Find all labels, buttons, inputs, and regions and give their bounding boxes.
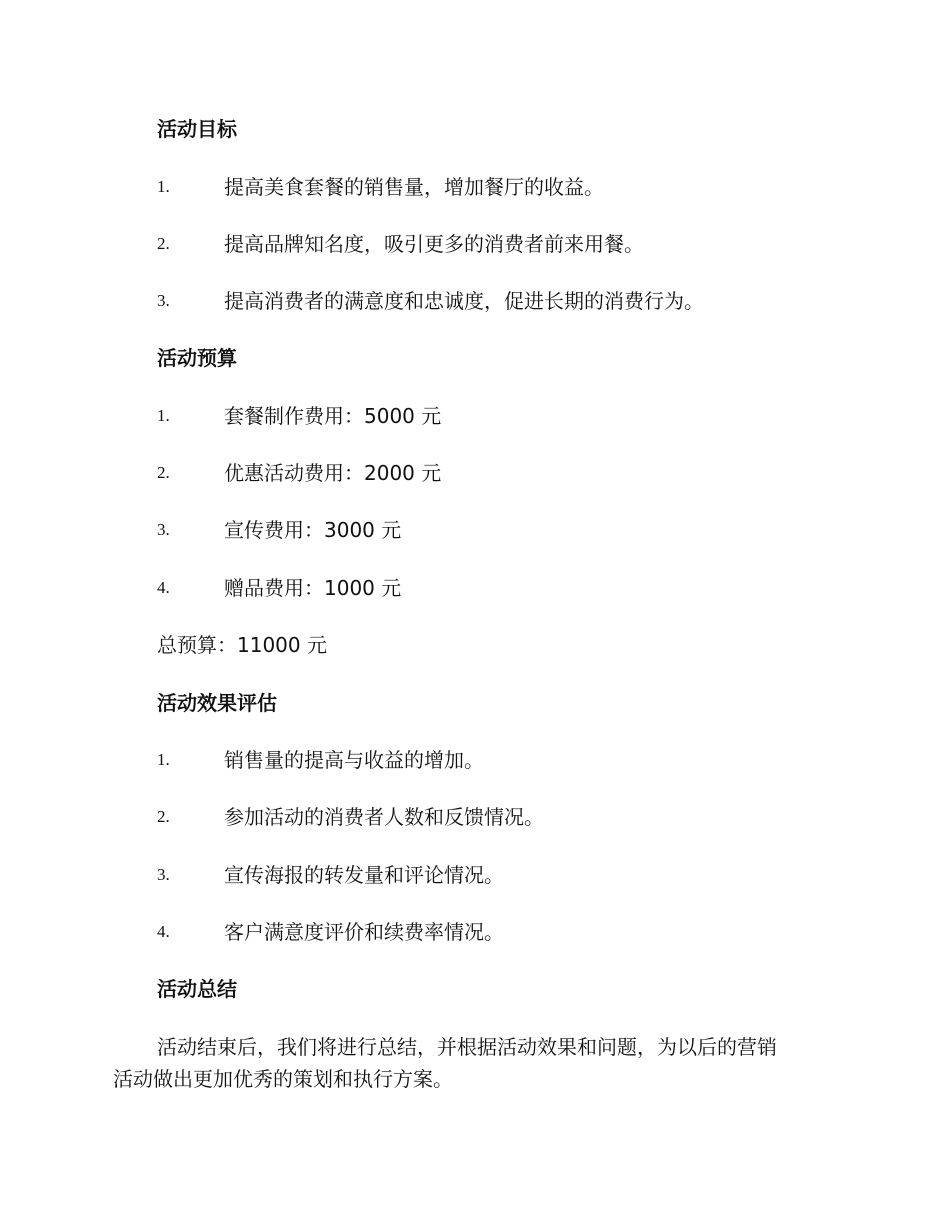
list-number: 1. xyxy=(157,750,170,769)
list-number: 3. xyxy=(157,865,170,884)
summary-paragraph xyxy=(113,1033,843,1093)
list-text: 销售量的提高与收益的增加。 xyxy=(224,748,484,772)
evaluation-heading: 活动效果评估 xyxy=(157,691,277,715)
list-text: 赠品费用：1000 元 xyxy=(224,576,402,600)
summary-heading: 活动总结 xyxy=(157,977,237,1001)
list-number: 1. xyxy=(157,406,170,425)
list-text: 宣传费用：3000 元 xyxy=(224,518,402,542)
list-number: 1. xyxy=(157,177,170,196)
list-number: 2. xyxy=(157,463,170,482)
list-text: 优惠活动费用：2000 元 xyxy=(224,461,442,485)
list-number: 4. xyxy=(157,578,170,597)
list-text: 提高美食套餐的销售量，增加餐厅的收益。 xyxy=(224,175,604,199)
list-number: 2. xyxy=(157,234,170,253)
list-text: 宣传海报的转发量和评论情况。 xyxy=(224,863,504,887)
list-number: 3. xyxy=(157,291,170,310)
goals-heading: 活动目标 xyxy=(157,117,237,141)
list-number: 4. xyxy=(157,922,170,941)
summary-line-1: 活动结束后，我们将进行总结，并根据活动效果和问题，为以后的营销 xyxy=(157,1035,777,1059)
list-text: 套餐制作费用：5000 元 xyxy=(224,404,442,428)
list-text: 客户满意度评价和续费率情况。 xyxy=(224,920,504,944)
list-text: 提高消费者的满意度和忠诚度，促进长期的消费行为。 xyxy=(224,289,704,313)
budget-total: 总预算：11000 元 xyxy=(157,633,327,657)
list-number: 2. xyxy=(157,807,170,826)
budget-heading: 活动预算 xyxy=(157,346,237,370)
list-text: 提高品牌知名度，吸引更多的消费者前来用餐。 xyxy=(224,232,644,256)
summary-line-2: 活动做出更加优秀的策划和执行方案。 xyxy=(113,1067,453,1091)
list-text: 参加活动的消费者人数和反馈情况。 xyxy=(224,805,544,829)
list-number: 3. xyxy=(157,520,170,539)
